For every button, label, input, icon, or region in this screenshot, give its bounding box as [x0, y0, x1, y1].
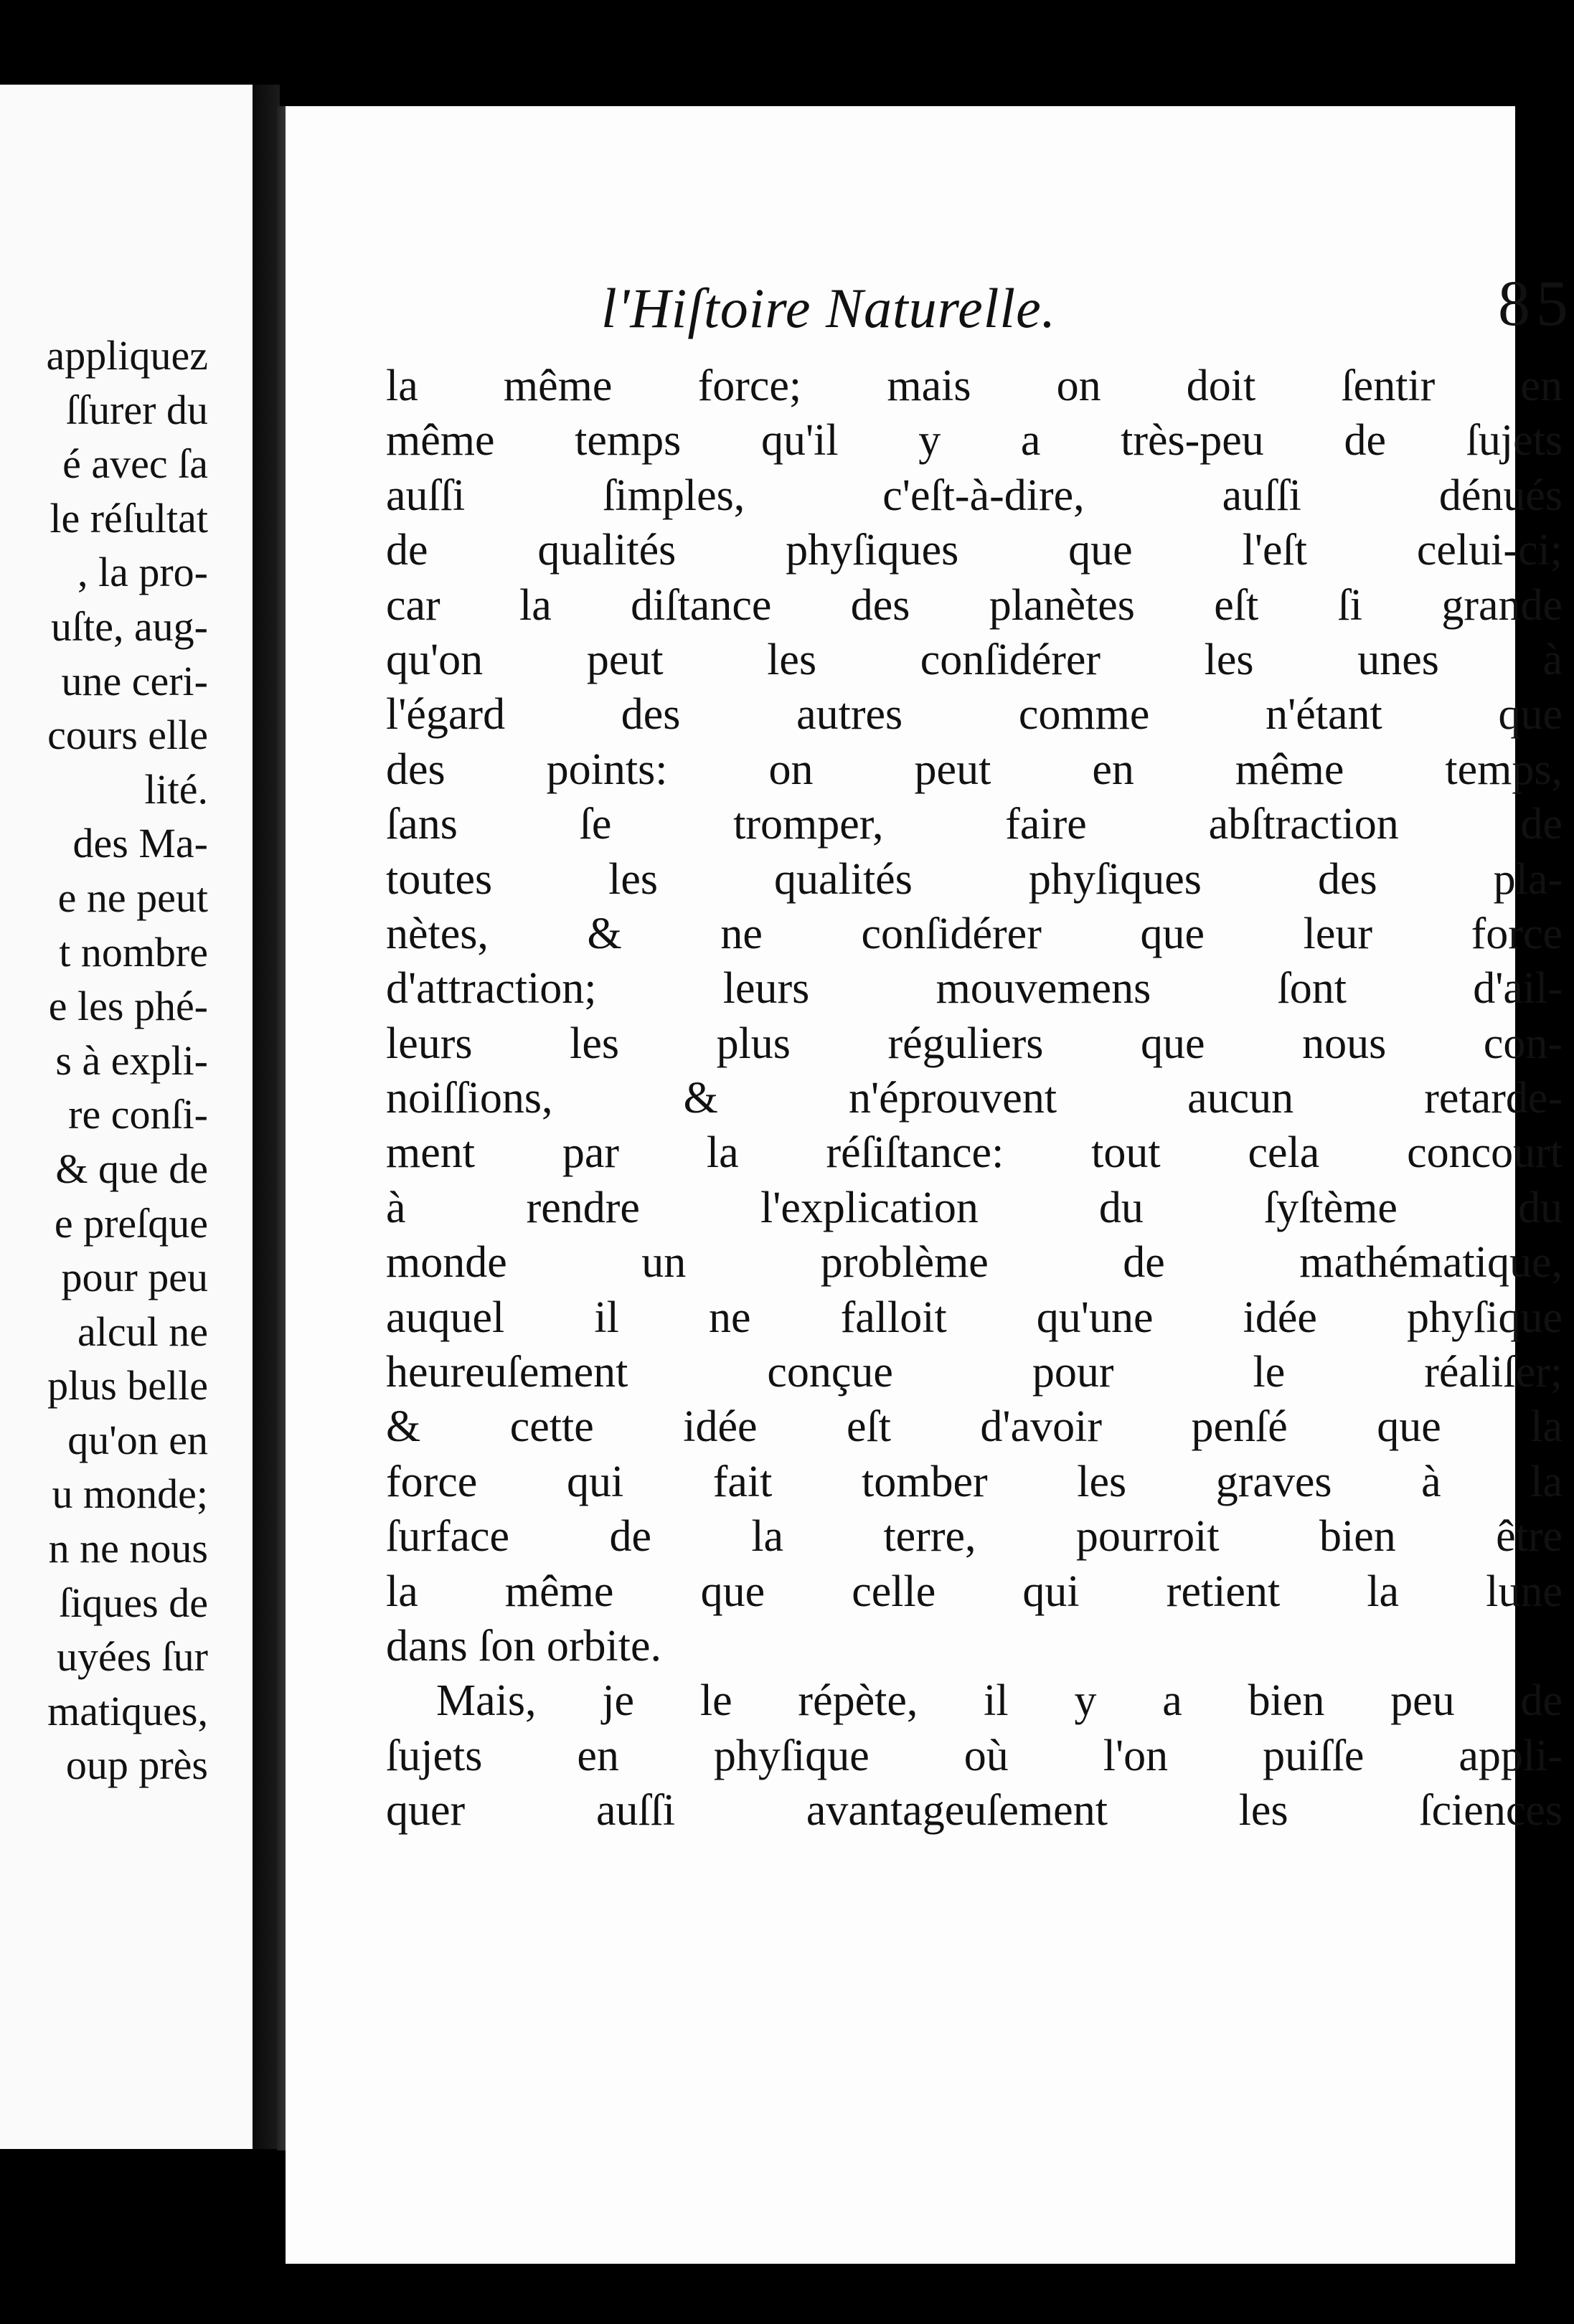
text-line: d'attraction; leurs mouvemens ſont d'ail-	[386, 964, 1563, 1014]
left-line: ſiques de	[59, 1579, 208, 1626]
left-line: n ne nous	[48, 1525, 208, 1572]
left-line: & que de	[55, 1145, 208, 1192]
text-line: & cette idée eſt d'avoir penſé que la	[386, 1402, 1563, 1452]
left-line: u monde;	[52, 1470, 208, 1518]
page-text	[386, 359, 1563, 1838]
text-line: heureuſement conçue pour le réaliſer;	[386, 1348, 1563, 1397]
text-line: ment par la réſiſtance: tout cela concourt	[386, 1128, 1563, 1178]
text-line: toutes les qualités phyſiques des pla-	[386, 854, 1563, 904]
left-line: e ne peut	[57, 874, 208, 921]
left-line: t nombre	[59, 928, 208, 976]
running-head: l'Hiſtoire Naturelle.	[601, 277, 1057, 339]
paragraph-first-line: Mais, je le répète, il y a bien peu de	[436, 1676, 1563, 1726]
text-line: de qualités phyſiques que l'eſt celui-ci;	[386, 526, 1563, 575]
text-line: ſurface de la terre, pourroit bien être	[386, 1512, 1563, 1562]
text-line: leurs les plus réguliers que nous con-	[386, 1019, 1563, 1068]
right-page	[286, 106, 1574, 2264]
left-page-text	[47, 329, 208, 1792]
left-line: qu'on en	[67, 1416, 208, 1463]
text-line: quer auſſi avantageuſement les ſciences	[386, 1786, 1563, 1836]
left-line: é avec ſa	[62, 440, 208, 488]
left-line: pour peu	[61, 1254, 208, 1301]
text-line: même temps qu'il y a très-peu de ſujets	[386, 416, 1563, 466]
left-line: uſte, aug-	[50, 603, 208, 650]
left-line: , la pro-	[77, 549, 208, 596]
left-line: une ceri-	[61, 657, 208, 704]
text-line: noiſſions, & n'éprouvent aucun retarde-	[386, 1074, 1563, 1123]
text-line: auquel il ne falloit qu'une idée phyſique	[386, 1293, 1563, 1342]
left-line: e les phé-	[48, 983, 208, 1030]
text-line: force qui fait tomber les graves à la	[386, 1457, 1563, 1506]
text-line: auſſi ſimples, c'eſt-à-dire, auſſi dénués	[386, 471, 1563, 520]
text-line: nètes, & ne conſidérer que leur force	[386, 909, 1563, 958]
left-line: e preſque	[54, 1199, 208, 1247]
text-line: car la diſtance des planètes eſt ſi grande	[386, 580, 1563, 630]
left-line: lité.	[144, 765, 208, 813]
left-line: s à expli-	[55, 1036, 208, 1084]
left-line: cours elle	[47, 712, 208, 759]
left-line: ſſurer du	[65, 386, 208, 433]
text-line: qu'on peut les conſidérer les unes à	[386, 635, 1563, 684]
text-line: des points: on peut en même temps,	[386, 745, 1563, 794]
text-line: la même force; mais on doit ſentir en	[386, 362, 1563, 410]
gutter-shadow	[253, 85, 280, 2149]
left-line: matiques,	[47, 1687, 208, 1734]
text-line: monde un problème de mathématique,	[386, 1238, 1563, 1288]
text-line: l'égard des autres comme n'étant que	[386, 690, 1563, 740]
text-line: à rendre l'explication du ſyſtème du	[386, 1183, 1563, 1232]
left-line: des Ma-	[72, 820, 208, 867]
page-number: 85	[1498, 268, 1574, 339]
left-page-fragment	[0, 85, 253, 2149]
left-line: oup près	[65, 1742, 208, 1789]
page-header	[601, 265, 1574, 351]
left-line: plus belle	[47, 1362, 208, 1409]
paragraph-last-line: dans ſon orbite.	[386, 1621, 661, 1671]
left-line: appliquez	[46, 332, 208, 379]
left-line: re conſi-	[68, 1091, 208, 1138]
left-line: uyées ſur	[57, 1633, 208, 1681]
left-line: alcul ne	[77, 1308, 208, 1355]
text-line: ſans ſe tromper, faire abſtraction de	[386, 800, 1563, 849]
text-line: la même que celle qui retient la lune	[386, 1567, 1563, 1616]
text-line: ſujets en phyſique où l'on puiſſe appli-	[386, 1731, 1563, 1780]
left-line: le réſultat	[50, 494, 208, 542]
